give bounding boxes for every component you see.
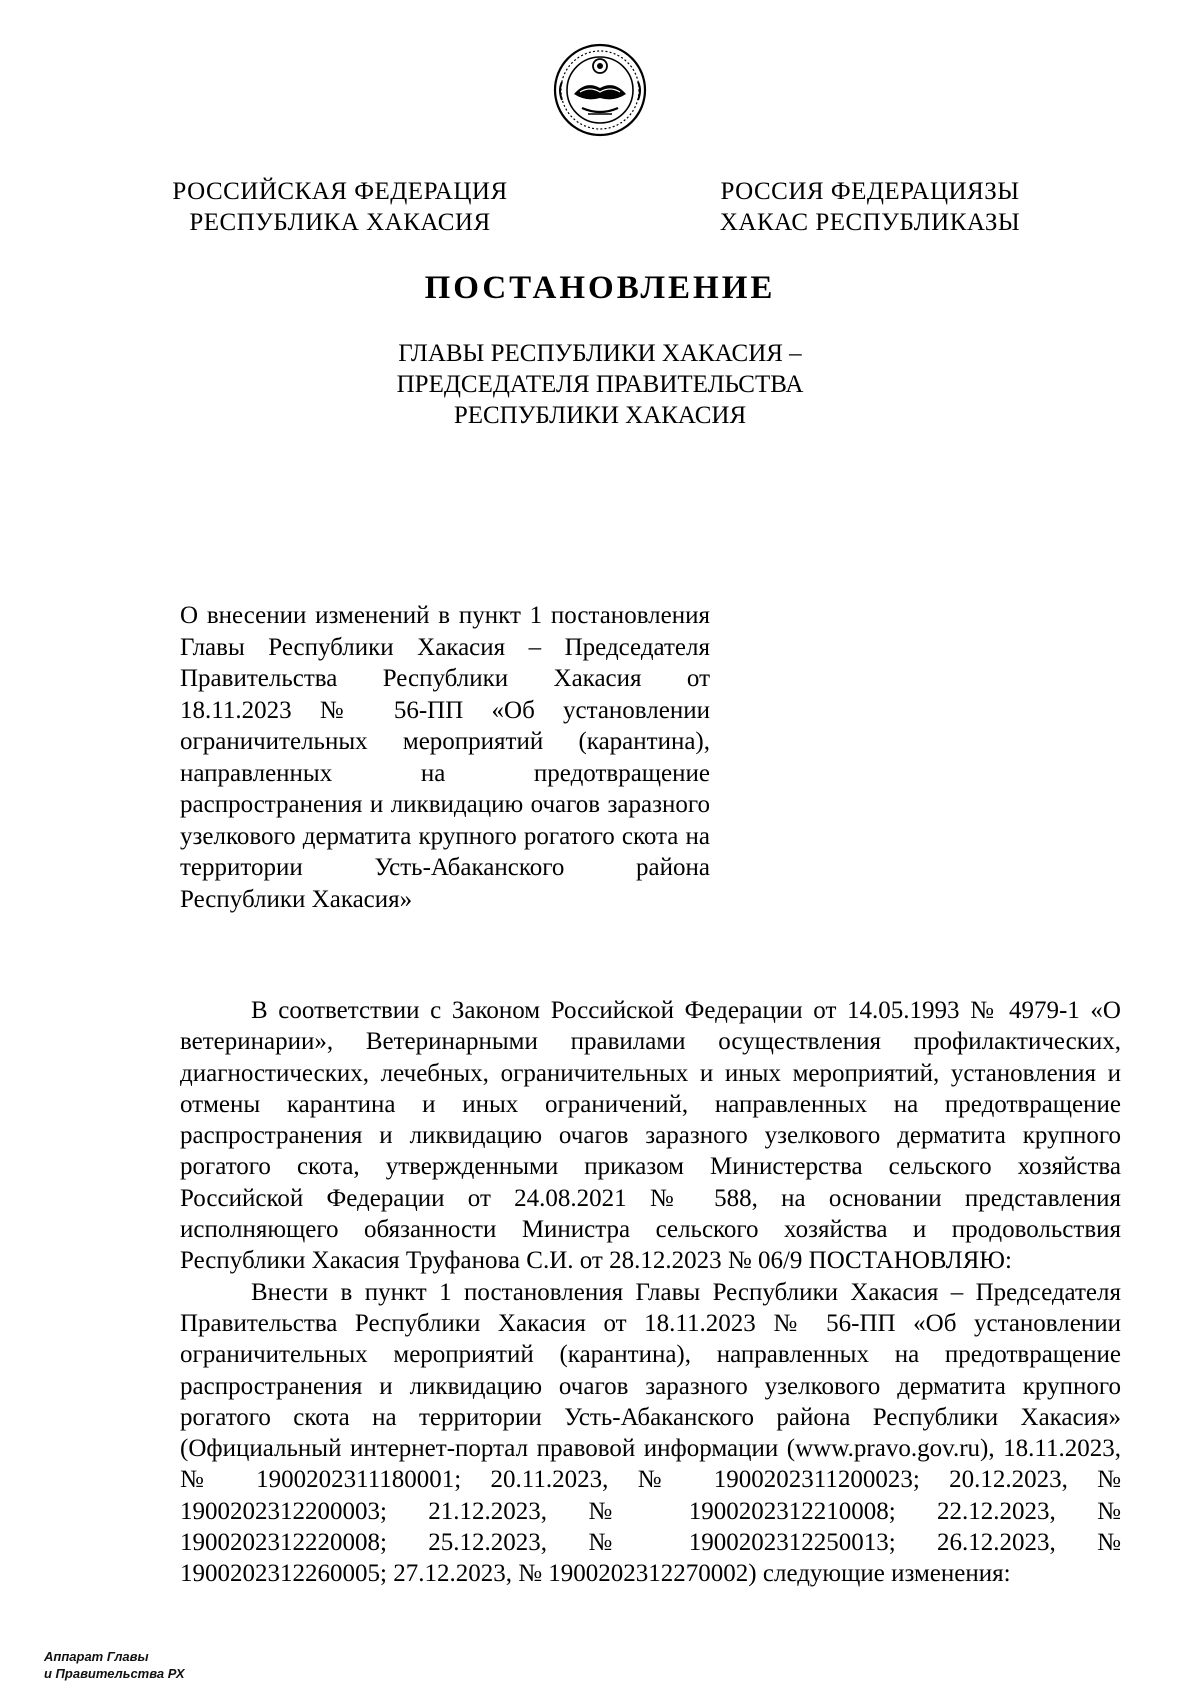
authority-line-1: ГЛАВЫ РЕСПУБЛИКИ ХАКАСИЯ – xyxy=(398,340,802,367)
header-right-line-1: РОССИЯ ФЕДЕРАЦИЯЗЫ xyxy=(720,178,1020,205)
document-subject: О внесении изменений в пункт 1 постановления Главы Республики Хакасия – Председателя Правительства Республики Хакасия от 18.11.2023 № 56-ПП «Об установлении ограничительных мероприятий (карантина), направленных на предотвращение распространения и ликвидацию очагов заразного узелкового дерматита крупного рогатого скота на территории Усть-Абаканского района Республики Хакасия» xyxy=(180,602,710,913)
issuing-authority xyxy=(300,338,900,431)
header-left-line-1: РОССИЙСКАЯ ФЕДЕРАЦИЯ xyxy=(172,178,508,205)
header-left-block xyxy=(170,176,510,238)
authority-line-3: РЕСПУБЛИКИ ХАКАСИЯ xyxy=(453,402,747,429)
header-right-block xyxy=(700,176,1040,238)
coat-of-arms-icon xyxy=(552,42,648,138)
authority-line-2: ПРЕДСЕДАТЕЛЯ ПРАВИТЕЛЬСТВА xyxy=(396,371,804,398)
document-type-title: ПОСТАНОВЛЕНИЕ xyxy=(424,270,776,306)
document-body xyxy=(180,995,1121,1590)
stamp-line-1: Аппарат Главы xyxy=(44,1649,149,1664)
sender-stamp xyxy=(44,1648,244,1682)
header-right-line-2: ХАКАС РЕСПУБЛИКАЗЫ xyxy=(719,209,1021,236)
header-left-line-2: РЕСПУБЛИКА ХАКАСИЯ xyxy=(189,209,491,236)
body-paragraph: Внести в пункт 1 постановления Главы Республики Хакасия – Председателя Правительства Республики Хакасия от 18.11.2023 № 56-ПП «Об установлении ограничительных мероприятий (карантина), направленных на предотвращение распространения и ликвидацию очагов заразного узелкового дерматита крупного рогатого скота на территории Усть-Абаканского района Республики Хакасия» (Официальный интернет-портал правовой информации (www.pravo.gov.ru), 18.11.2023, № 1900202311180001; 20.11.2023, № 1900202311200023; 20.12.2023, № 1900202312200003; 21.12.2023, № 1900202312210008; 22.12.2023, № 1900202312220008; 25.12.2023, № 1900202312250013; 26.12.2023, № 1900202312260005; 27.12.2023, № 1900202312270002) следующие изменения: xyxy=(180,1278,1121,1588)
body-paragraph: В соответствии с Законом Российской Федерации от 14.05.1993 № 4979-1 «О ветеринарии», Ветеринарными правилами осуществления профилактических, диагностических, лечебных, ограничительных и иных мероприятий, установления и отмены карантина и иных ограничений, направленных на предотвращение распространения и ликвидацию очагов заразного узелкового дерматита крупного рогатого скота, утвержденными приказом Министерства сельского хозяйства Российской Федерации от 24.08.2021 № 588, на основании представления исполняющего обязанности Министра сельского хозяйства и продовольствия Республики Хакасия Труфанова С.И. от 28.12.2023 № 06/9 ПОСТАНОВЛЯЮ: xyxy=(180,997,1121,1275)
stamp-line-2: и Правительства РХ xyxy=(44,1666,185,1681)
